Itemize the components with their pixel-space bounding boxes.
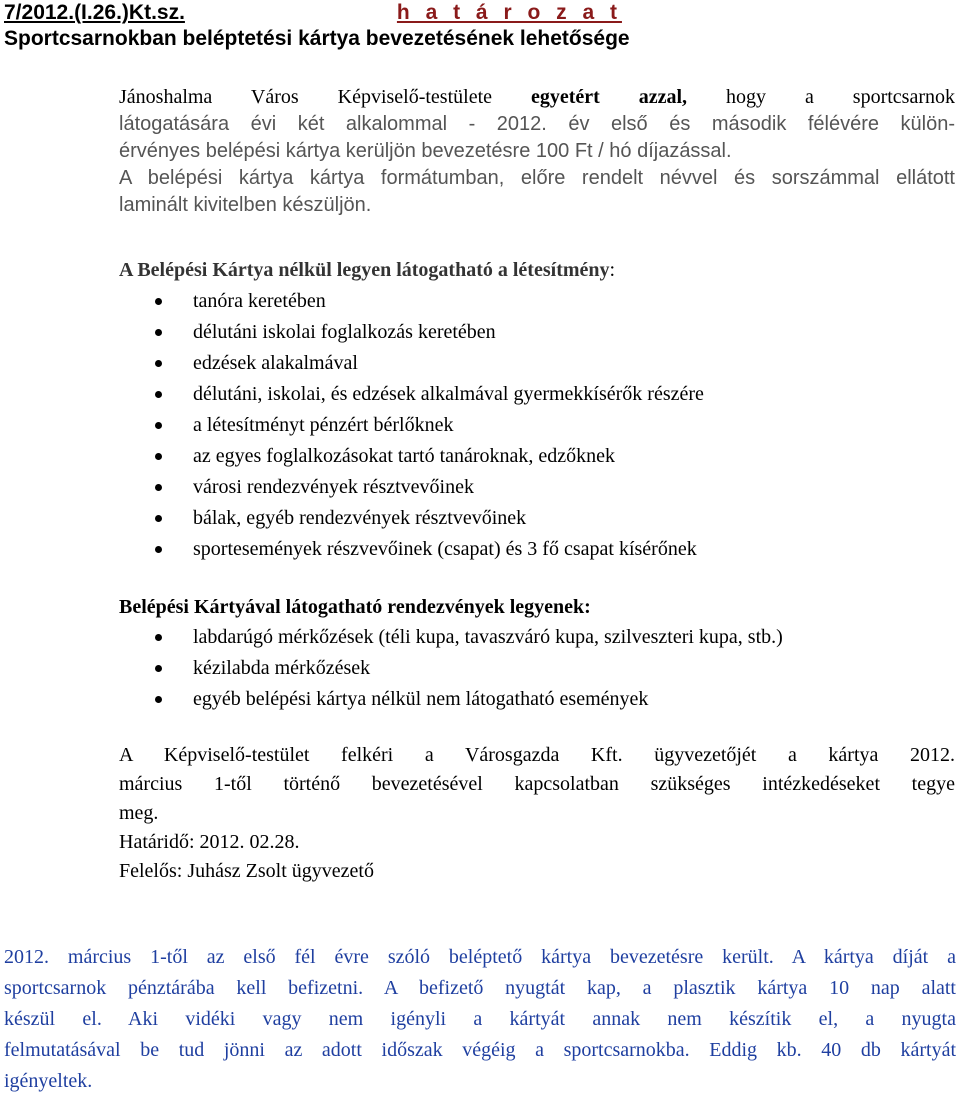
closing-line-3: meg. — [119, 802, 159, 824]
list-item: bálak, egyéb rendezvények résztvevőinek — [119, 503, 955, 534]
resolution-type: h a t á r o z a t — [396, 1, 622, 24]
free-access-list — [119, 286, 955, 565]
list-item: a létesítményt pénzért bérlőknek — [119, 410, 955, 441]
free-section-heading: A Belépési Kártya nélkül legyen látogatható a létesítmény: — [119, 259, 616, 281]
list-item: délutáni, iskolai, és edzések alkalmával gyermekkísérők részére — [119, 379, 955, 410]
intro-line-2: látogatására évi két alkalommal - 2012. év első és második félévére külön- — [119, 113, 955, 135]
list-item: egyéb belépési kártya nélkül nem látogatható események — [119, 684, 955, 715]
bullet-icon — [155, 329, 162, 336]
resolution-header — [4, 0, 680, 26]
bullet-icon — [155, 298, 162, 305]
note-line-4: felmutatásával be tud jönni az adott időszak végéig a sportcsarnokba. Eddig kb. 40 db kártyát — [4, 1039, 956, 1061]
bullet-icon — [155, 515, 162, 522]
resolution-ref: 7/2012.(I.26.)Kt.sz. — [4, 1, 185, 24]
intro-paragraph — [119, 84, 955, 219]
bullet-icon — [155, 665, 162, 672]
list-item: városi rendezvények résztvevőinek — [119, 472, 955, 503]
note-line-3: készül el. Aki vidéki vagy nem igényli a kártyát annak nem készítik el, a nyugta — [4, 1008, 956, 1030]
bullet-icon — [155, 360, 162, 367]
list-item: labdarúgó mérkőzések (téli kupa, tavaszváró kupa, szilveszteri kupa, stb.) — [119, 622, 955, 653]
responsible: Felelős: Juhász Zsolt ügyvezető — [119, 860, 374, 882]
bullet-icon — [155, 696, 162, 703]
closing-line-2: március 1-től történő bevezetésével kapcsolatban szükséges intézkedéseket tegye — [119, 773, 955, 795]
intro-line-3: érvényes belépési kártya kerüljön bevezetésre 100 Ft / hó díjazással. — [119, 140, 732, 162]
bullet-icon — [155, 546, 162, 553]
card-section-heading: Belépési Kártyával látogatható rendezvények legyenek: — [119, 596, 591, 618]
note-line-2: sportcsarnok pénztárába kell befizetni. A befizető nyugtát kap, a plasztik kártya 10 nap alatt — [4, 977, 956, 999]
closing-paragraph — [119, 741, 955, 886]
bullet-icon — [155, 634, 162, 641]
bullet-icon — [155, 484, 162, 491]
intro-line-4: A belépési kártya kártya formátumban, előre rendelt névvel és sorszámmal ellátott — [119, 167, 955, 189]
bullet-icon — [155, 453, 162, 460]
intro-line-5: laminált kivitelben készüljön. — [119, 194, 372, 216]
list-item: az egyes foglalkozásokat tartó tanároknak, edzőknek — [119, 441, 955, 472]
list-item: tanóra keretében — [119, 286, 955, 317]
closing-line-1: A Képviselő-testület felkéri a Városgazda Kft. ügyvezetőjét a kártya 2012. — [119, 744, 955, 766]
list-item: edzések alakalmával — [119, 348, 955, 379]
note-line-1: 2012. március 1-től az első fél évre szóló beléptető kártya bevezetésre került. A kártya díját a — [4, 946, 956, 968]
card-access-list — [119, 622, 955, 715]
intro-line-1: Jánoshalma Város Képviselő-testülete egyetért azzal, hogy a sportcsarnok — [119, 86, 955, 108]
list-item: sportesemények részvevőinek (csapat) és 3 fő csapat kísérőnek — [119, 534, 955, 565]
status-note — [4, 942, 956, 1097]
note-line-5: igényeltek. — [4, 1070, 93, 1092]
bullet-icon — [155, 422, 162, 429]
bullet-icon — [155, 391, 162, 398]
list-item: délutáni iskolai foglalkozás keretében — [119, 317, 955, 348]
resolution-title: Sportcsarnokban beléptetési kártya bevezetésének lehetősége — [4, 27, 630, 50]
deadline: Határidő: 2012. 02.28. — [119, 831, 300, 853]
list-item: kézilabda mérkőzések — [119, 653, 955, 684]
